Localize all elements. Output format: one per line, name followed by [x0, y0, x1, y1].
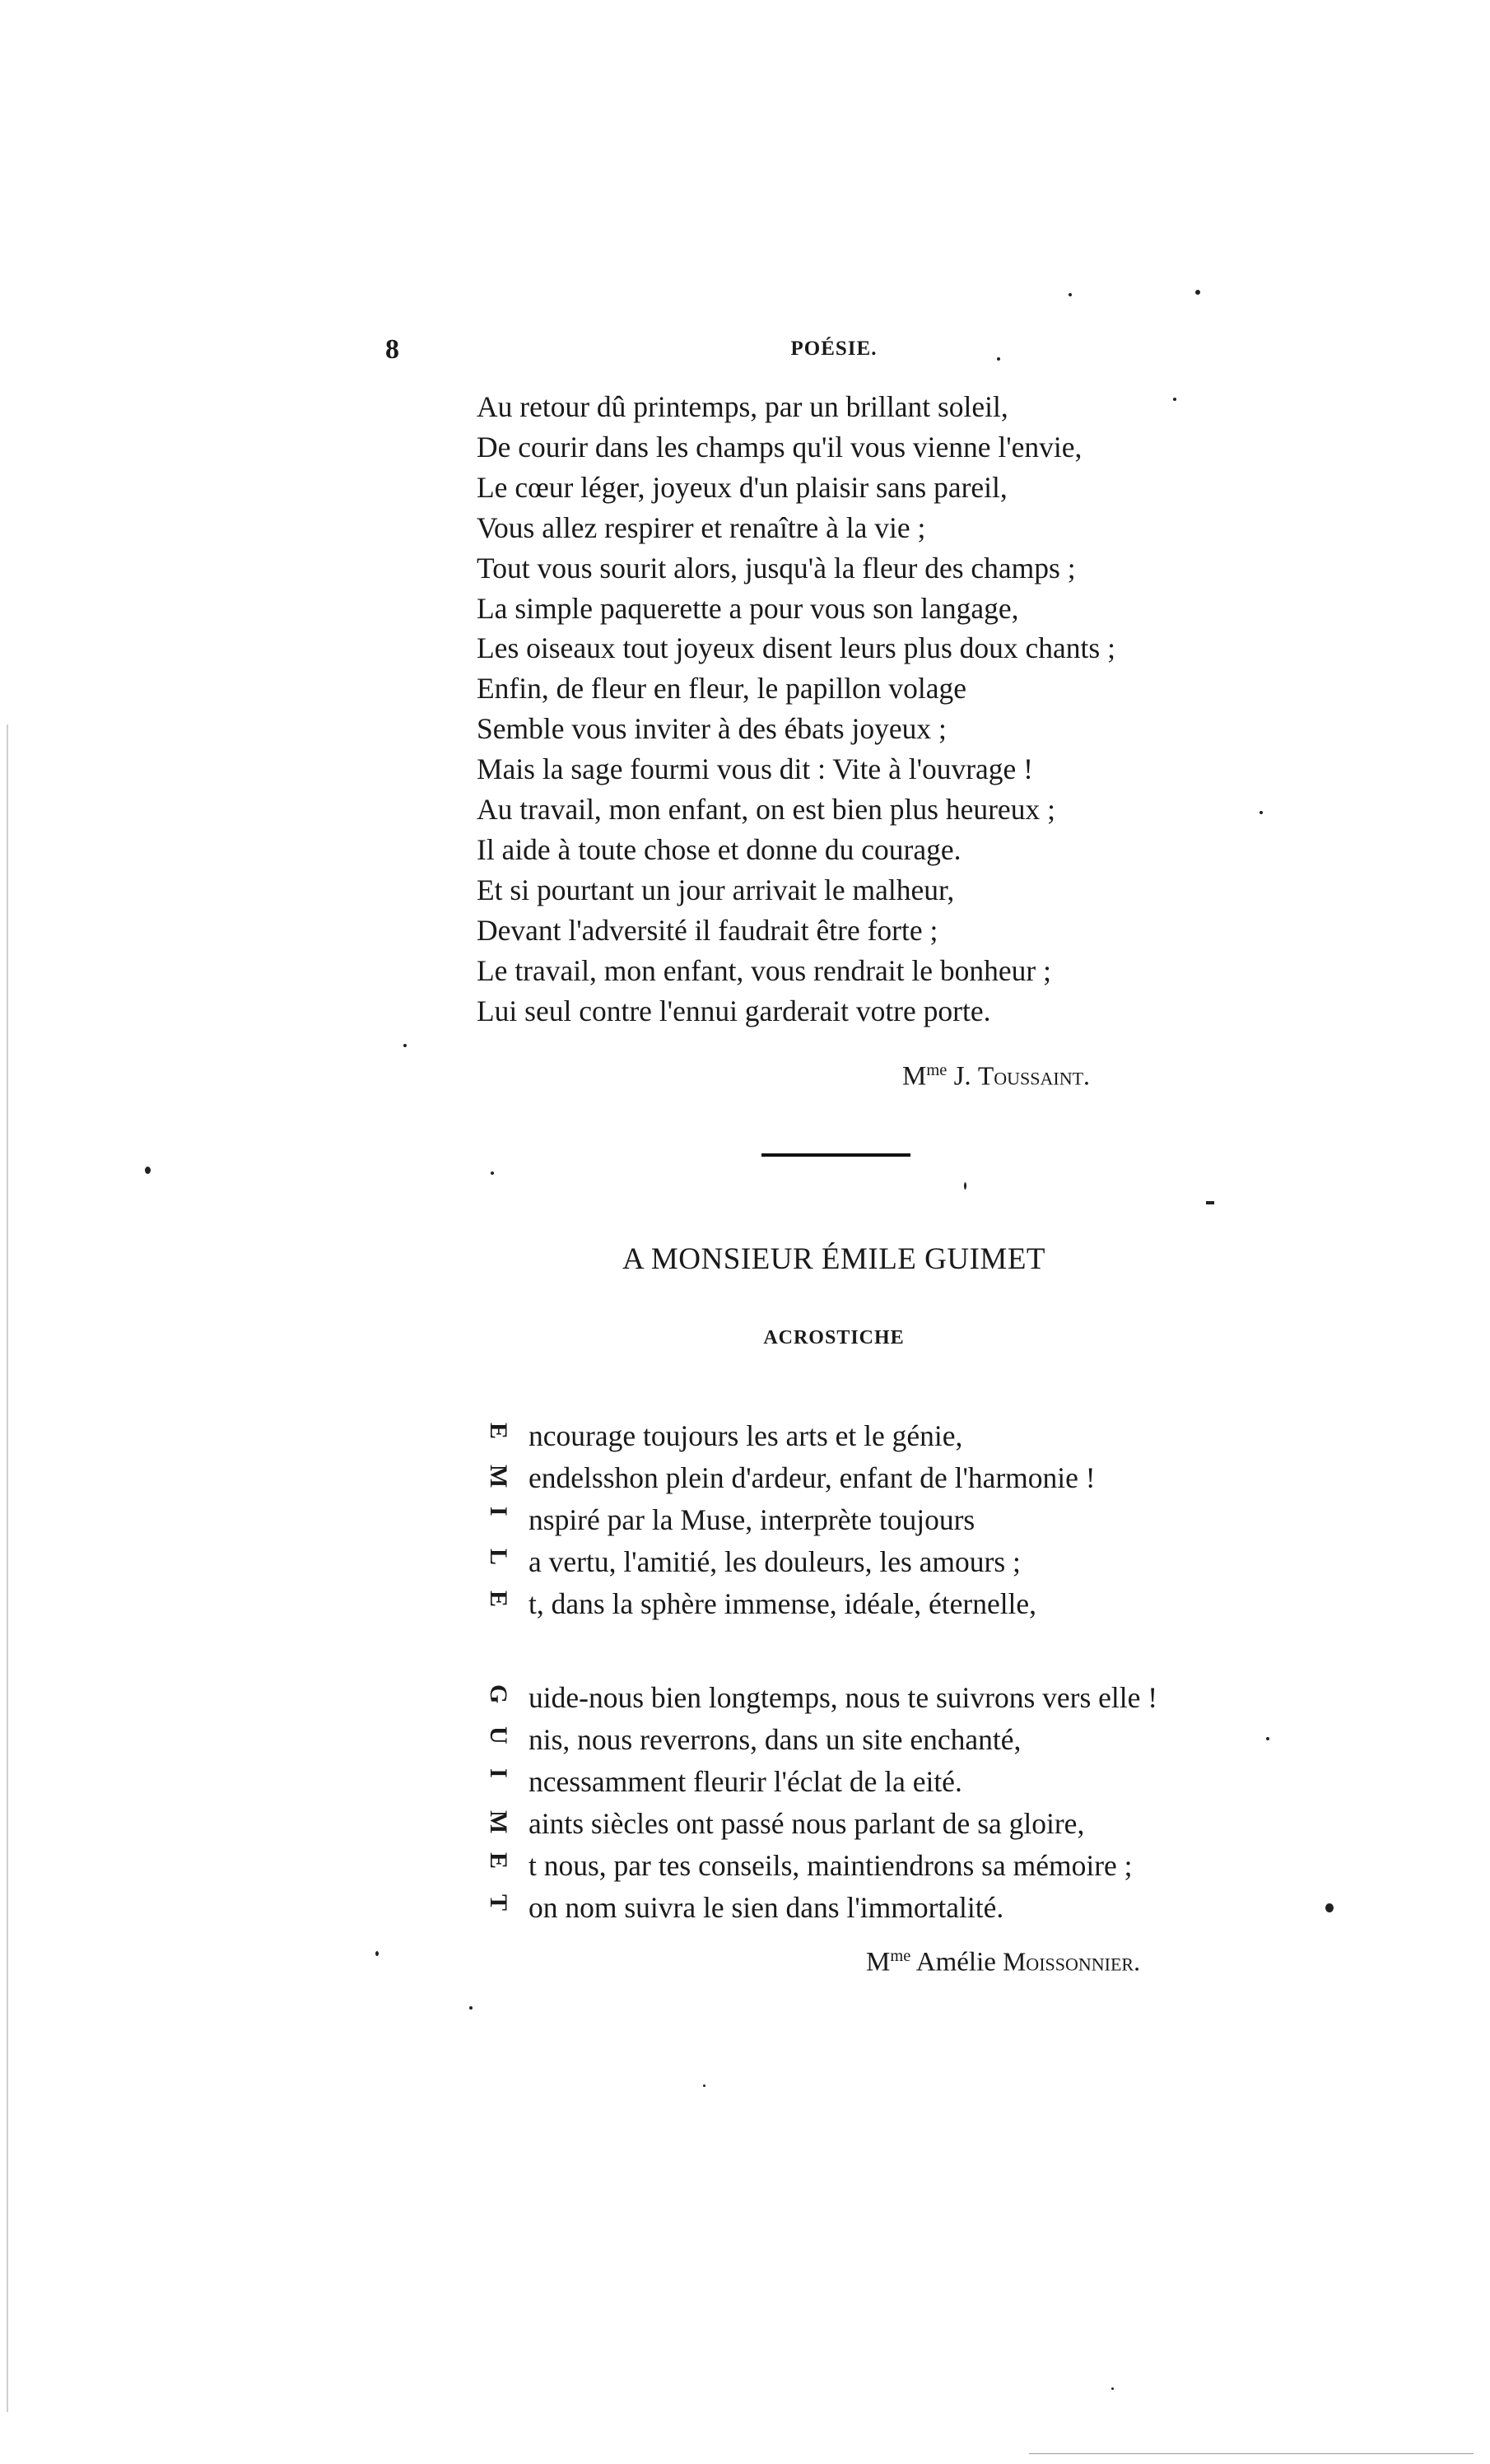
acrostic-text: on nom suivra le sien dans l'immortalité.: [528, 1891, 1004, 1924]
poem-line: Au travail, mon enfant, on est bien plus heureux ;: [477, 793, 1055, 827]
signature-moissonnier: [866, 1947, 1140, 1977]
page-edge-shadow: [7, 724, 8, 2412]
scan-speck: [1195, 290, 1200, 295]
acrostic-stanza-2: [485, 1678, 1158, 1930]
scan-speck: [1260, 811, 1263, 814]
acrostic-stanza-1: [485, 1416, 1096, 1626]
acrostic-initial: E: [485, 1852, 512, 1870]
scan-speck: [491, 1171, 494, 1175]
acrostic-text: t, dans la sphère immense, idéale, éternelle,: [528, 1587, 1037, 1620]
acrostic-text: endelsshon plein d'ardeur, enfant de l'harmonie !: [528, 1461, 1096, 1494]
acrostic-line: [485, 1678, 1158, 1720]
scan-speck: [703, 2084, 705, 2087]
signature-name: Toussaint.: [977, 1061, 1090, 1091]
acrostic-initial: I: [485, 1768, 512, 1778]
scan-speck: [1173, 398, 1176, 401]
poem-line: De courir dans les champs qu'il vous vienne l'envie,: [477, 430, 1083, 463]
scan-speck: [964, 1182, 966, 1190]
page-number: 8: [385, 334, 399, 365]
acrostic-line: [485, 1762, 1157, 1804]
acrostic-line: [485, 1888, 1157, 1930]
poem-line: Il aide à toute chose et donne du courage.: [477, 832, 962, 866]
acrostic-text: t nous, par tes conseils, maintiendrons sa mémoire ;: [528, 1849, 1133, 1882]
poem-line: Tout vous sourit alors, jusqu'à la fleur des champs ;: [477, 551, 1076, 585]
acrostic-initial: M: [485, 1465, 512, 1488]
signature-prefix: M: [902, 1061, 927, 1092]
acrostic-line: [485, 1500, 1096, 1542]
acrostic-line: [485, 1458, 1096, 1500]
acrostic-text: a vertu, l'amitié, les douleurs, les amours ;: [528, 1545, 1021, 1578]
acrostic-line: [485, 1584, 1096, 1626]
poem-line: Devant l'adversité il faudrait être forte ;: [477, 913, 938, 947]
poem-line: Le cœur léger, joyeux d'un plaisir sans pareil,: [477, 470, 1008, 504]
poem-title: A MONSIEUR ÉMILE GUIMET: [622, 1242, 1046, 1276]
poem-body: [477, 387, 1115, 1032]
signature-sup: me: [890, 1947, 911, 1965]
acrostic-text: nspiré par la Muse, interprète toujours: [528, 1503, 975, 1536]
scan-edge-line: [1029, 2453, 1474, 2454]
signature-name: Moissonnier.: [1003, 1947, 1141, 1977]
signature-toussaint: [902, 1061, 1090, 1092]
signature-initial: J.: [953, 1061, 971, 1092]
acrostic-initial: E: [485, 1423, 512, 1440]
poem-line: Semble vous inviter à des ébats joyeux ;: [477, 712, 947, 746]
poem-line: Mais la sage fourmi vous dit : Vite à l'ouvrage !: [477, 752, 1033, 786]
scan-speck: [1266, 1737, 1269, 1740]
poem-line: Au retour dû printemps, par un brillant soleil,: [477, 390, 1008, 423]
acrostic-line: [485, 1720, 1157, 1762]
poem-line: Les oiseaux tout joyeux disent leurs plus doux chants ;: [477, 631, 1115, 665]
scan-speck: [1069, 293, 1072, 296]
scan-speck: [375, 1951, 379, 1956]
acrostic-line: [485, 1416, 1096, 1458]
acrostic-initial: M: [485, 1810, 512, 1834]
acrostic-line: [485, 1804, 1157, 1846]
scan-speck: [1325, 1903, 1334, 1912]
acrostic-initial: E: [485, 1591, 512, 1608]
signature-first-name: Amélie: [915, 1947, 996, 1977]
signature-prefix: M: [866, 1947, 891, 1977]
section-divider: [761, 1153, 910, 1157]
acrostic-initial: I: [485, 1507, 512, 1516]
scan-speck: [403, 1044, 407, 1047]
scan-speck: [1206, 1201, 1214, 1204]
signature-sup: me: [926, 1061, 948, 1079]
poem-line: Le travail, mon enfant, vous rendrait le bonheur ;: [477, 953, 1051, 987]
poem-line: La simple paquerette a pour vous son langage,: [477, 591, 1019, 625]
acrostic-line: [485, 1542, 1096, 1584]
acrostic-text: ncessamment fleurir l'éclat de la eité.: [528, 1765, 962, 1798]
running-head: POÉSIE.: [790, 338, 878, 360]
acrostic-initial: G: [485, 1684, 512, 1704]
poem-subtitle: ACROSTICHE: [763, 1327, 905, 1348]
poem-line: Vous allez respirer et renaître à la vie ;: [477, 510, 926, 544]
acrostic-text: aints siècles ont passé nous parlant de sa gloire,: [528, 1807, 1085, 1840]
acrostic-text: ncourage toujours les arts et le génie,: [528, 1419, 963, 1452]
poem-line: Lui seul contre l'ennui garderait votre porte.: [477, 994, 991, 1027]
poem-line: Et si pourtant un jour arrivait le malheur,: [477, 873, 955, 906]
scan-speck: [1111, 2387, 1114, 2390]
scan-speck: [145, 1167, 151, 1174]
scan-speck: [469, 2006, 473, 2010]
acrostic-text: uide-nous bien longtemps, nous te suivrons vers elle !: [528, 1681, 1158, 1714]
scan-speck: [997, 357, 1000, 361]
acrostic-text: nis, nous reverrons, dans un site enchanté,: [528, 1723, 1022, 1756]
acrostic-line: [485, 1846, 1157, 1888]
poem-line: Enfin, de fleur en fleur, le papillon volage: [477, 672, 966, 706]
acrostic-initial: T: [485, 1894, 512, 1912]
acrostic-initial: U: [485, 1726, 512, 1744]
acrostic-initial: L: [485, 1549, 512, 1566]
